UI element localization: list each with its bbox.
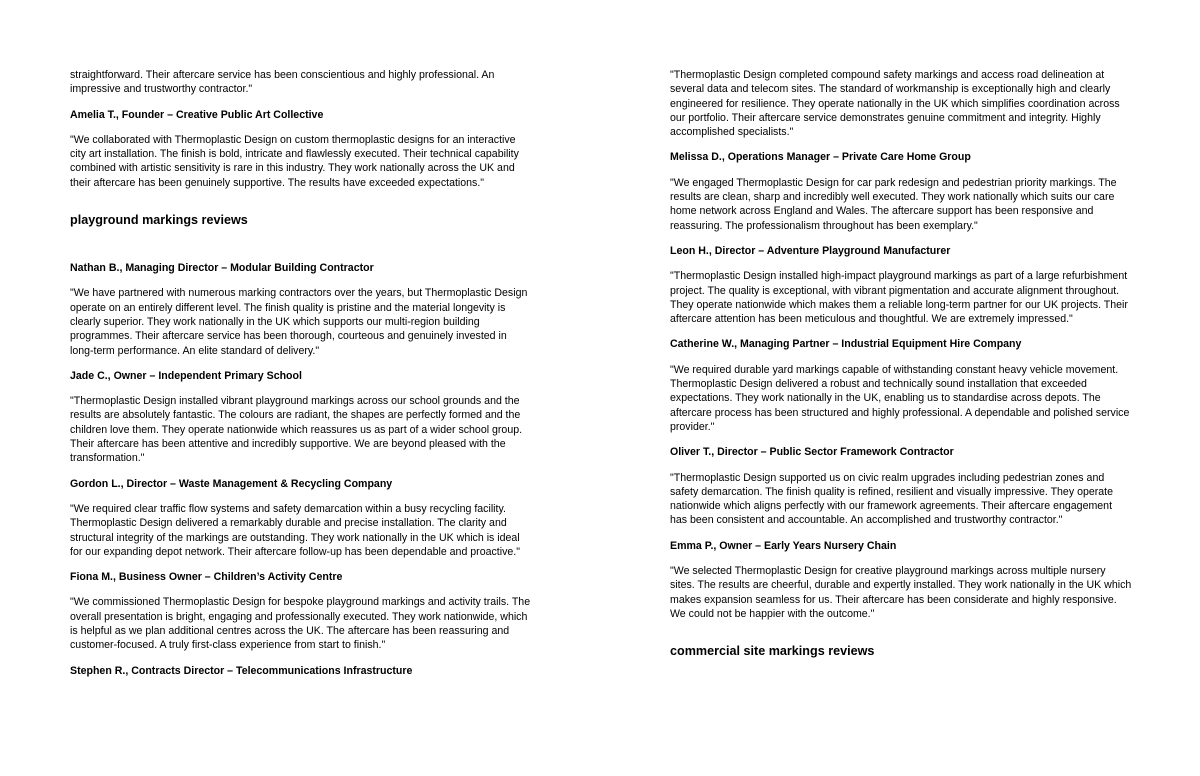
right-page	[600, 0, 1200, 776]
review-name: Nathan B., Managing Director – Modular Building Contractor	[70, 262, 374, 275]
review-quote: "We collaborated with Thermoplastic Design on custom thermoplastic designs for an interactive city art installation. The finish is bold, intricate and flawlessly executed. Their technical capability combined with artistic sensitivity is rare in this industry. They work nationally across the UK and their aftercare has been genuinely supportive. The results have exceeded expectations."	[70, 133, 519, 189]
review-name: Catherine W., Managing Partner – Industrial Equipment Hire Company	[670, 338, 1022, 351]
review-name: Stephen R., Contracts Director – Telecommunications Infrastructure	[70, 664, 413, 677]
review-quote: "Thermoplastic Design installed high-impact playground markings as part of a large refurbishment project. The quality is exceptional, with vibrant pigmentation and accurate alignment throughout. They operate nationwide which makes them a reliable long-term partner for our UK projects. Their aftercare attention has been meticulous and thoughtful. We are extremely impressed."	[670, 270, 1128, 326]
review-quote: "We required durable yard markings capable of withstanding constant heavy vehicle movement. Thermoplastic Design delivered a robust and technically sound installation that exceeded expectations. They work nationally in the UK, enabling us to standardise across depots. The aftercare process has been structured and highly professional. A dependable and polished service provider."	[670, 363, 1130, 433]
left-intro-text: straightforward. Their aftercare service has been conscientious and highly professional. An impressive and trustworthy contractor."	[70, 69, 495, 96]
review-name: Fiona M., Business Owner – Children’s Activity Centre	[70, 571, 343, 584]
review-name: Emma P., Owner – Early Years Nursery Chain	[670, 539, 897, 552]
review-name: Leon H., Director – Adventure Playground Manufacturer	[670, 244, 951, 257]
review-name: Jade C., Owner – Independent Primary School	[70, 369, 302, 382]
review-quote: "We have partnered with numerous marking contractors over the years, but Thermoplastic Design operate on an entirely different level. The finish quality is pristine and the material longevity is clearly superior. They work nationally in the UK which supports our multi-region building programmes. Their aftercare service has been thorough, courteous and genuinely invested in long-term performance. An elite standard of delivery."	[70, 287, 528, 357]
review-quote: "Thermoplastic Design supported us on civic realm upgrades including pedestrian zones and safety demarcation. The finish quality is refined, resilient and visually impressive. They operate nationwide which aligns perfectly with our framework agreements. Their aftercare engagement has been consistent and accountable. An accomplished and trustworthy contractor."	[670, 471, 1113, 527]
section-heading-playground: playground markings reviews	[70, 213, 248, 228]
review-quote: "Thermoplastic Design installed vibrant playground markings across our school grounds and the results are absolutely fantastic. The colours are radiant, the shapes are perfectly formed and the children love them. They operate nationwide which reassures us as part of a wider school group. Their aftercare has been attentive and incredibly supportive. We are beyond pleased with the transformation."	[70, 395, 523, 465]
review-name: Oliver T., Director – Public Sector Framework Contractor	[670, 446, 954, 459]
review-quote: "We commissioned Thermoplastic Design for bespoke playground markings and activity trails. The overall presentation is bright, engaging and professionally executed. They work nationwide, which is helpful as we plan additional centres across the UK. The aftercare has been reassuring and customer-focused. A truly first-class experience from start to finish."	[70, 596, 531, 652]
review-quote: "We required clear traffic flow systems and safety demarcation within a busy recycling facility. Thermoplastic Design delivered a remarkably durable and precise installation. The clarity and structural integrity of the markings are outstanding. They work nationally in the UK which is ideal for our expanding depot network. Their aftercare follow-up has been dependable and proactive."	[70, 502, 520, 558]
right-column	[670, 68, 1132, 692]
review-name: Gordon L., Director – Waste Management & Recycling Company	[70, 477, 393, 490]
review-name: Melissa D., Operations Manager – Private Care Home Group	[670, 151, 971, 164]
review-name: Amelia T., Founder – Creative Public Art Collective	[70, 108, 324, 121]
review-quote: "We selected Thermoplastic Design for creative playground markings across multiple nursery sites. The results are cheerful, durable and expertly installed. They work nationally in the UK which makes expansion seamless for us. Their aftercare has been considerate and highly responsive. We could not be happier with the outcome."	[670, 565, 1132, 620]
section-heading-commercial: commercial site markings reviews	[670, 644, 875, 659]
review-quote: "We engaged Thermoplastic Design for car park redesign and pedestrian priority markings. The results are clean, sharp and incredibly well executed. They work nationally which suits our care home network across England and Wales. The aftercare support has been responsive and reassuring. The professionalism throughout has been exemplary."	[670, 176, 1117, 232]
left-column	[70, 68, 532, 689]
right-intro-text: "Thermoplastic Design completed compound safety markings and access road delineation at several data and telecom sites. The standard of workmanship is exceptionally high and clearly engineered for resilience. They operate nationally in the UK which simplifies coordination across our portfolio. Their aftercare service demonstrates genuine commitment and integrity. Highly accomplished specialists."	[670, 69, 1120, 139]
